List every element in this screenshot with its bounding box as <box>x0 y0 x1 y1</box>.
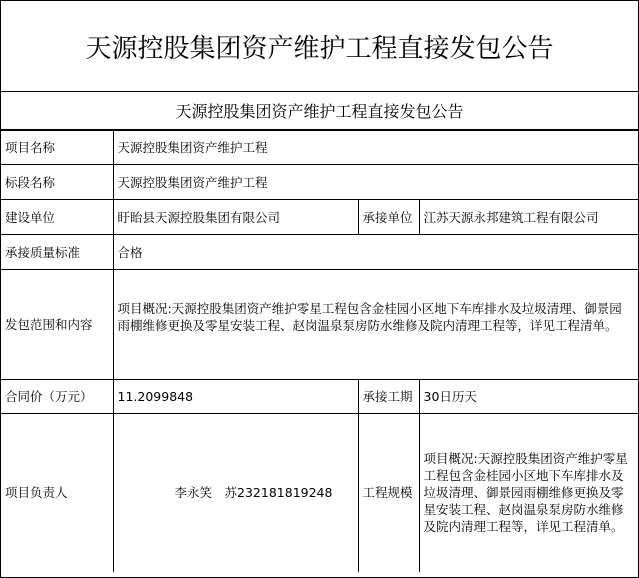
table-row <box>1 270 638 380</box>
section-name-label: 标段名称 <box>1 165 113 200</box>
builder-label: 建设单位 <box>1 200 113 235</box>
project-name-value: 天源控股集团资产维护工程 <box>113 131 638 165</box>
manager-label: 项目负责人 <box>1 414 113 572</box>
contractor-label: 承接单位 <box>358 200 419 235</box>
builder-value: 盱眙县天源控股集团有限公司 <box>113 200 358 235</box>
project-name-label: 项目名称 <box>1 131 113 165</box>
table-row <box>1 380 638 414</box>
table-row <box>1 414 638 572</box>
scope-label: 发包范围和内容 <box>1 270 113 380</box>
scale-label: 工程规模 <box>358 414 419 572</box>
table-row <box>1 235 638 270</box>
section-name-value: 天源控股集团资产维护工程 <box>113 165 638 200</box>
scale-value: 项目概况:天源控股集团资产维护零星工程包含金桂园小区地下车库排水及垃圾清理、御景园雨棚维修更换及零星安装工程、赵岗温泉泵房防水维修及院内清理工程等，详见工程清单。 <box>419 414 638 572</box>
quality-label: 承接质量标准 <box>1 235 113 270</box>
table-row <box>1 200 638 235</box>
table-row <box>1 165 638 200</box>
contractor-value: 江苏天源永邦建筑工程有限公司 <box>419 200 638 235</box>
contract-price-value: 11.2099848 <box>113 380 358 414</box>
table-row <box>1 131 638 165</box>
page-title: 天源控股集团资产维护工程直接发包公告 <box>1 1 638 92</box>
manager-value: 李永笑 苏232181819248 <box>113 414 358 572</box>
scope-value: 项目概况:天源控股集团资产维护零星工程包含金桂园小区地下车库排水及垃圾清理、御景园雨棚维修更换及零星安装工程、赵岗温泉泵房防水维修及院内清理工程等，详见工程清单。 <box>113 270 638 380</box>
announcement-table <box>1 130 638 572</box>
contract-price-label: 合同价（万元） <box>1 380 113 414</box>
quality-value: 合格 <box>113 235 638 270</box>
table-title: 天源控股集团资产维护工程直接发包公告 <box>1 92 638 130</box>
duration-value: 30日历天 <box>419 380 638 414</box>
duration-label: 承接工期 <box>358 380 419 414</box>
